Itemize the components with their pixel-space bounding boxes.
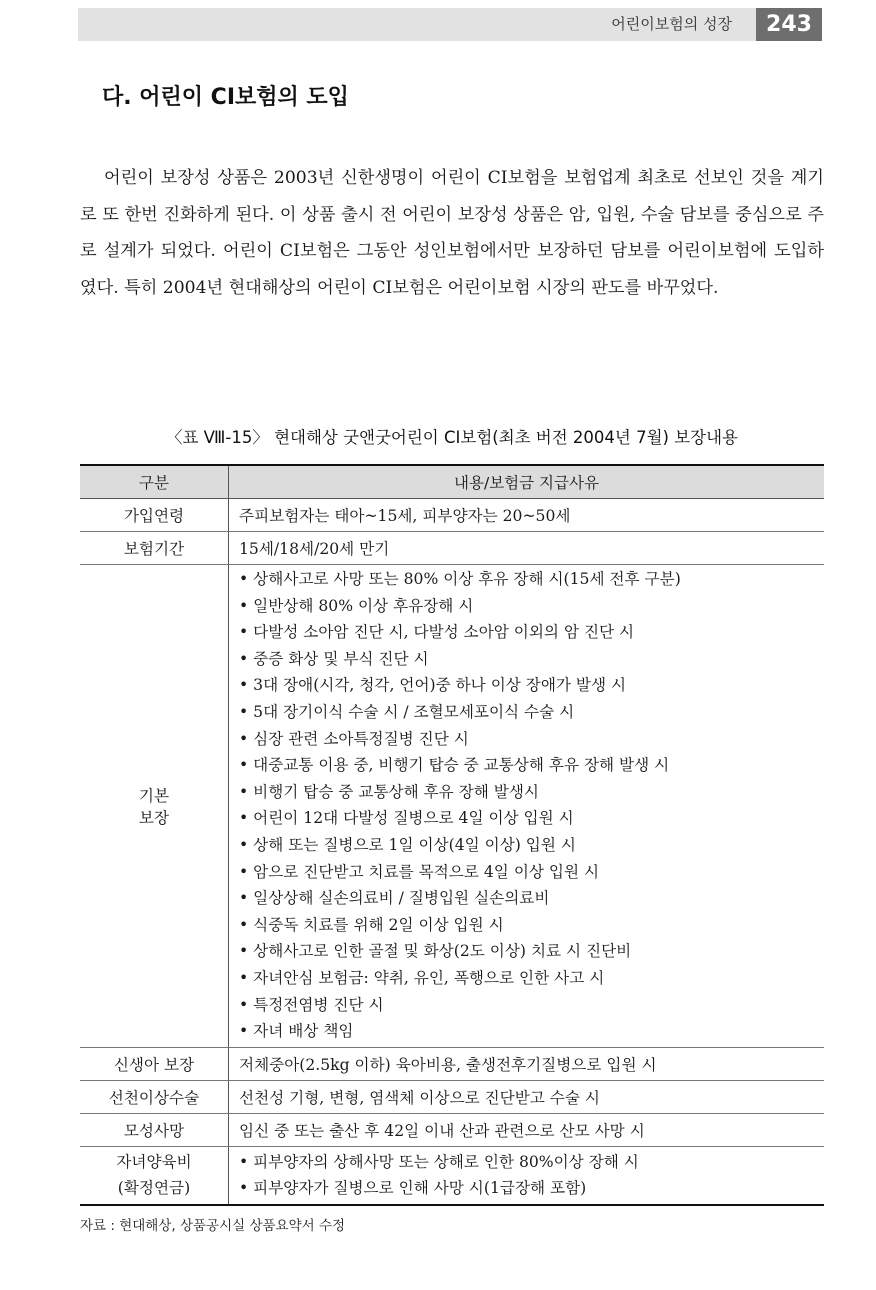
category-line: (확정연금) [117, 1179, 191, 1198]
page-number: 243 [756, 8, 822, 41]
source-note: 자료 : 현대해상, 상품공시실 상품요약서 수정 [80, 1218, 346, 1234]
header-title: 어린이보험의 성장 [611, 15, 732, 33]
row-content: 주피보험자는 태아~15세, 피부양자는 20~50세 [229, 499, 825, 532]
list-item: • 심장 관련 소아특정질병 진단 시 [239, 726, 824, 753]
body-paragraph: 어린이 보장성 상품은 2003년 신한생명이 어린이 CI보험을 보험업계 최초로 선보인 것을 계기로 또 한번 진화하게 된다. 이 상품 출시 전 어린이 보장성 상품은 암, 입원, 수술 담보를 중심으로 주로 설계가 되었다. 어린이 CI보험은 그동안 성인보험에서만 보장하던 담보를 어린이보험에 도입하였다. 특히 2004년 현대해상의 어린이 CI보험은 어린이보험 시장의 판도를 바꾸었다. [80, 168, 824, 298]
list-item: • 자녀안심 보험금: 약취, 유인, 폭행으로 인한 사고 시 [239, 965, 824, 992]
list-item: • 어린이 12대 다발성 질병으로 4일 이상 입원 시 [239, 805, 824, 832]
row-category: 선천이상수술 [80, 1080, 229, 1113]
row-content: 저체중아(2.5kg 이하) 육아비용, 출생전후기질병으로 입원 시 [229, 1047, 825, 1080]
list-item: • 대중교통 이용 중, 비행기 탑승 중 교통상해 후유 장해 발생 시 [239, 752, 824, 779]
row-category: 가입연령 [80, 499, 229, 532]
table-row [80, 532, 824, 565]
list-item: • 상해 또는 질병으로 1일 이상(4일 이상) 입원 시 [239, 832, 824, 859]
list-item: • 특정전염병 진단 시 [239, 992, 824, 1019]
coverage-table [80, 464, 824, 1206]
list-item: • 자녀 배상 책임 [239, 1018, 824, 1045]
body-paragraph-block [80, 160, 824, 306]
list-item: • 일반상해 80% 이상 후유장해 시 [239, 593, 824, 620]
header-content: 내용/보험금 지급사유 [229, 465, 825, 499]
list-item: • 상해사고로 사망 또는 80% 이상 후유 장해 시(15세 전후 구분) [239, 566, 824, 593]
row-category [80, 1146, 229, 1205]
table-header-row [80, 465, 824, 499]
header-category: 구분 [80, 465, 229, 499]
category-line: 기본 [138, 786, 170, 805]
category-line: 자녀양육비 [116, 1153, 192, 1172]
list-item: • 식중독 치료를 위해 2일 이상 입원 시 [239, 912, 824, 939]
table-row [80, 499, 824, 532]
list-item: • 일상상해 실손의료비 / 질병입원 실손의료비 [239, 885, 824, 912]
row-content: 선천성 기형, 변형, 염색체 이상으로 진단받고 수술 시 [229, 1080, 825, 1113]
table-row-basic-coverage [80, 565, 824, 1048]
section-heading: 다. 어린이 CI보험의 도입 [102, 85, 349, 110]
list-item: • 비행기 탑승 중 교통상해 후유 장해 발생시 [239, 779, 824, 806]
list-item: • 다발성 소아암 진단 시, 다발성 소아암 이외의 암 진단 시 [239, 619, 824, 646]
row-category: 모성사망 [80, 1113, 229, 1146]
row-content-list [229, 565, 825, 1048]
category-line: 보장 [138, 808, 170, 827]
row-content-list [229, 1146, 825, 1205]
table-row [80, 1113, 824, 1146]
table-row-childcare [80, 1146, 824, 1205]
running-header [78, 8, 822, 41]
table-caption: 〈표 Ⅷ-15〉 현대해상 굿앤굿어린이 CI보험(최초 버전 2004년 7월) 보장내용 [166, 428, 738, 447]
row-category: 신생아 보장 [80, 1047, 229, 1080]
row-content: 15세/18세/20세 만기 [229, 532, 825, 565]
list-item: • 5대 장기이식 수술 시 / 조혈모세포이식 수술 시 [239, 699, 824, 726]
list-item: • 암으로 진단받고 치료를 목적으로 4일 이상 입원 시 [239, 859, 824, 886]
list-item: • 피부양자의 상해사망 또는 상해로 인한 80%이상 장해 시 [239, 1149, 824, 1176]
list-item: • 상해사고로 인한 골절 및 화상(2도 이상) 치료 시 진단비 [239, 938, 824, 965]
list-item: • 중증 화상 및 부식 진단 시 [239, 646, 824, 673]
row-content: 임신 중 또는 출산 후 42일 이내 산과 관련으로 산모 사망 시 [229, 1113, 825, 1146]
row-category: 보험기간 [80, 532, 229, 565]
row-category [80, 565, 229, 1048]
list-item: • 피부양자가 질병으로 인해 사망 시(1급장해 포함) [239, 1175, 824, 1202]
table-row [80, 1047, 824, 1080]
list-item: • 3대 장애(시각, 청각, 언어)중 하나 이상 장애가 발생 시 [239, 672, 824, 699]
table-row [80, 1080, 824, 1113]
